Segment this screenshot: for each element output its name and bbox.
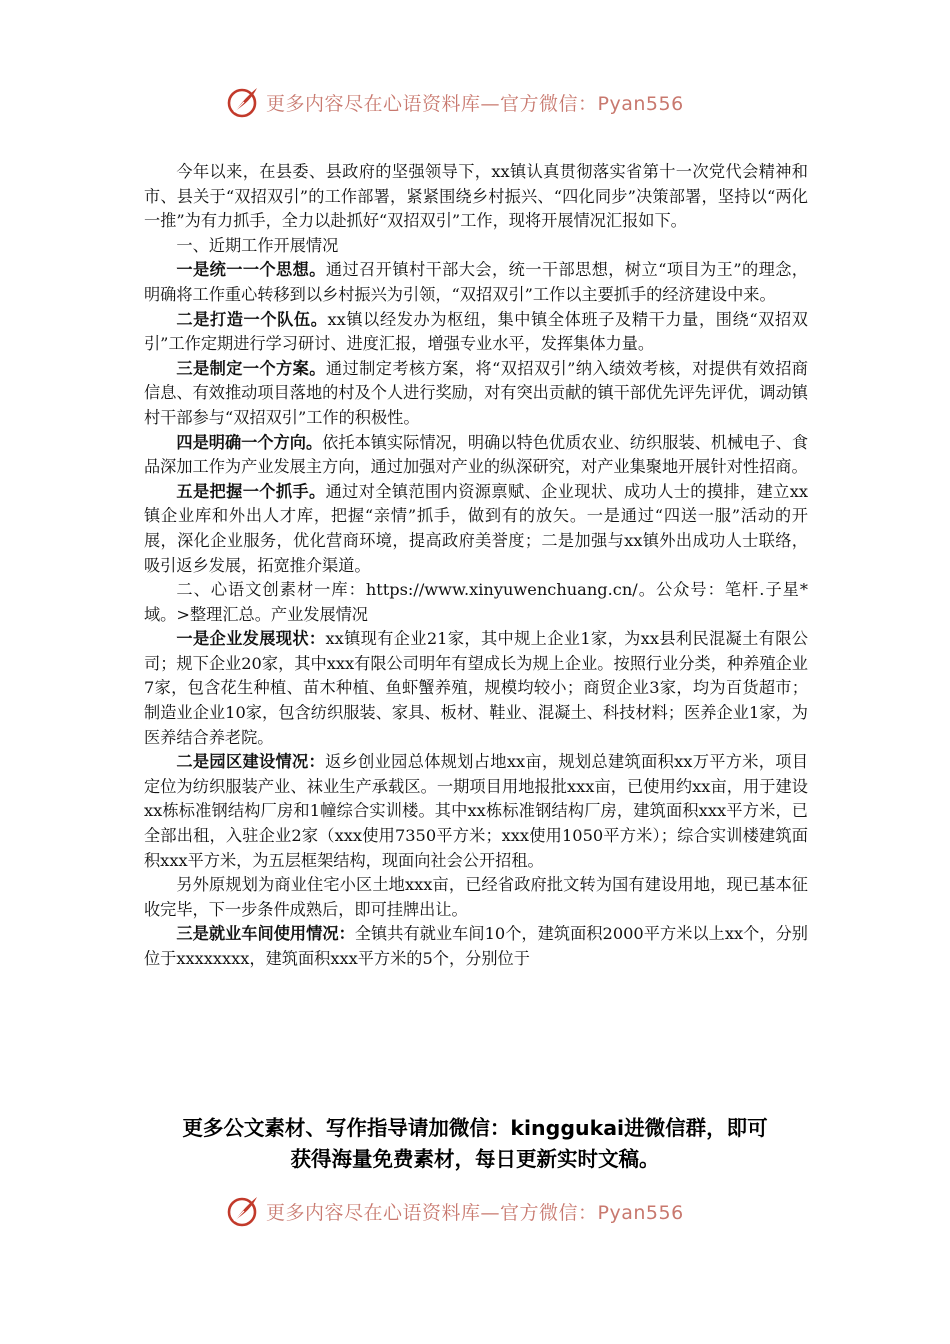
paragraph [144, 357, 808, 431]
paragraph-lead: 一是企业发展现状： [176, 629, 326, 649]
banner-wechat-id: Pyan556 [597, 92, 684, 115]
paragraph-lead: 四是明确一个方向。 [176, 432, 323, 452]
paragraph-text: 二、心语文创素材一库：https://www.xinyuwenchuang.cn/。公众号：笔杆.子星*域。>整理汇总。产业发展情况 [144, 580, 808, 624]
footer-banner [226, 1193, 746, 1229]
document-body [144, 160, 808, 972]
paragraph-text: 通过制定考核方案，将“双招双引”纳入绩效考核，对提供有效招商信息、有效推动项目落地的村及个人进行奖励，对有突出贡献的镇干部优先评先评优，调动镇村干部参与“双招双引”工作的积极性。 [144, 358, 808, 427]
paragraph-text: 返乡创业园总体规划占地xx亩，规划总建筑面积xx万平方米，项目定位为纺织服装产业、袜业生产承载区。一期项目用地报批xxx亩，已使用约xx亩，用于建设xx栋标准钢结构厂房和1幢综合实训楼。其中xx栋标准钢结构厂房，建筑面积xxx平方米，已全部出租，入驻企业2家（xxx使用7350平方米；xxx使用1050平方米）；综合实训楼建筑面积xxx平方米，为五层框架结构，现面向社会公开招租。 [144, 752, 809, 870]
promo-notice [100, 1113, 850, 1175]
paragraph-text: 通过对全镇范围内资源禀赋、企业现状、成功人士的摸排，建立xx镇企业库和外出人才库，把握“亲情”抓手，做到有的放矢。一是通过“四送一服”活动的开展，深化企业服务，优化营商环境，提高政府美誉度；二是加强与xx镇外出成功人士联络，吸引返乡发展，拓宽推介渠道。 [144, 481, 809, 575]
paragraph-lead: 三是就业车间使用情况： [176, 924, 355, 944]
paragraph [144, 873, 808, 922]
paragraph [144, 258, 808, 307]
paragraph [144, 627, 808, 750]
paragraph-lead: 三是制定一个方案。 [176, 358, 326, 378]
banner-text: 更多内容尽在心语资料库—官方微信：Pyan556 [266, 1201, 684, 1224]
header-banner [226, 84, 746, 120]
quill-pen-logo-icon [226, 85, 260, 119]
promo-line-2: 获得海量免费素材，每日更新实时文稿。 [290, 1147, 660, 1171]
paragraph [144, 160, 808, 234]
paragraph [144, 750, 808, 873]
paragraph-lead: 二是园区建设情况： [176, 752, 326, 772]
paragraph-lead: 二是打造一个队伍。 [176, 309, 328, 329]
paragraph-text: xx镇现有企业21家，其中规上企业1家，为xx县利民混凝土有限公司；规下企业20家，其中xxx有限公司明年有望成长为规上企业。按照行业分类，种养殖企业7家，包含花生种植、苗木种植、鱼虾蟹养殖，规模均较小；商贸企业3家，均为百货超市；制造业企业10家，包含纺织服装、家具、板材、鞋业、混凝土、科技材料；医养企业1家，为医养结合养老院。 [144, 629, 808, 747]
paragraph [144, 308, 808, 357]
paragraph-lead: 一是统一一个思想。 [176, 260, 326, 280]
paragraph-text: xx镇以经发办为枢纽，集中镇全体班子及精干力量，围绕“双招双引”工作定期进行学习研讨、进度汇报，增强专业水平，发挥集体力量。 [144, 309, 808, 354]
paragraph [144, 578, 808, 627]
promo-line-1: 更多公文素材、写作指导请加微信：kinggukai进微信群，即可 [182, 1116, 768, 1140]
paragraph [144, 922, 808, 971]
banner-text: 更多内容尽在心语资料库—官方微信：Pyan556 [266, 92, 684, 115]
paragraph-text: 另外原规划为商业住宅小区土地xxx亩，已经省政府批文转为国有建设用地，现已基本征收完毕，下一步条件成熟后，即可挂牌出让。 [144, 875, 808, 919]
paragraph-text: 一、近期工作开展情况 [176, 235, 339, 255]
paragraph-lead: 五是把握一个抓手。 [176, 481, 326, 501]
paragraph [144, 480, 808, 578]
paragraph [144, 431, 808, 480]
paragraph [144, 234, 808, 259]
banner-wechat-id: Pyan556 [597, 1201, 684, 1224]
quill-pen-logo-icon [226, 1194, 260, 1228]
paragraph-text: 依托本镇实际情况，明确以特色优质农业、纺织服装、机械电子、食品深加工作为产业发展主方向，通过加强对产业的纵深研究，对产业集聚地开展针对性招商。 [144, 432, 809, 477]
paragraph-text: 今年以来，在县委、县政府的坚强领导下，xx镇认真贯彻落实省第十一次党代会精神和市、县关于“双招双引”的工作部署，紧紧围绕乡村振兴、“四化同步”决策部署，坚持以“两化一推”为有力抓手，全力以赴抓好“双招双引”工作，现将开展情况汇报如下。 [144, 162, 808, 231]
paragraph-text: 通过召开镇村干部大会，统一干部思想，树立“项目为王”的理念，明确将工作重心转移到以乡村振兴为引领，“双招双引”工作以主要抓手的经济建设中来。 [144, 260, 808, 304]
paragraph-text: 全镇共有就业车间10个，建筑面积2000平方米以上xx个，分别位于xxxxxxxx，建筑面积xxx平方米的5个，分别位于 [144, 924, 808, 968]
